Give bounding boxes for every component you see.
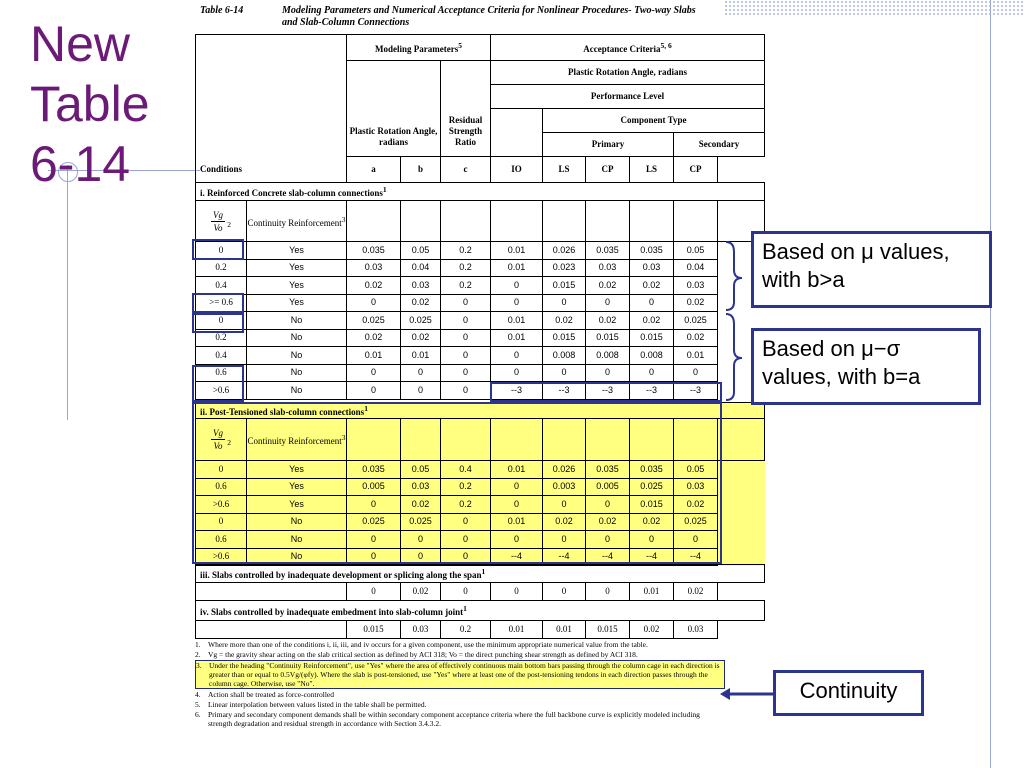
table-cell: 0.015 — [630, 329, 674, 347]
empty-cell — [586, 201, 630, 242]
footnote-marker: 1 — [481, 567, 486, 576]
table-cell: --3 — [491, 382, 543, 400]
callout-mu-sigma: Based on μ−σ values, with b=a — [751, 328, 981, 405]
brace-svg — [724, 240, 754, 410]
performance-level-header: Performance Level — [491, 85, 765, 109]
section-heading-text: i. Reinforced Concrete slab-column connections — [200, 188, 383, 198]
table-cell: 0.005 — [347, 478, 401, 496]
empty-cell — [718, 419, 765, 461]
highlight-box-row5 — [192, 313, 244, 333]
table-cell: 0.035 — [586, 461, 630, 479]
decor-line-right — [990, 0, 991, 768]
section-row — [196, 601, 765, 621]
table-cell: --4 — [586, 548, 630, 566]
table-cell: 0 — [196, 461, 247, 479]
table-cell: 0 — [401, 364, 441, 382]
plastic-rotation-angle-header: Plastic Rotation Angle, radians — [347, 61, 441, 157]
table-cell: 0.02 — [401, 329, 441, 347]
table-cell: 0 — [347, 548, 401, 566]
section-heading — [196, 183, 765, 201]
table-cell: Yes — [247, 461, 347, 479]
table-cell: 0 — [347, 294, 401, 312]
table-note — [195, 640, 725, 649]
table-cell: 0.2 — [441, 242, 491, 260]
primary-header: Primary — [543, 133, 674, 157]
header-blank — [196, 35, 347, 157]
table-cell: 0 — [441, 583, 491, 601]
table-cell: 0.035 — [630, 461, 674, 479]
table-cell: 0 — [441, 531, 491, 549]
table-cell: 0.035 — [630, 242, 674, 260]
table-cell: >= 0.6 — [196, 294, 247, 312]
col-cp-primary: CP — [586, 157, 630, 183]
table-cell: --4 — [674, 548, 718, 566]
table-cell: 0.02 — [674, 329, 718, 347]
table-cell: >0.6 — [196, 496, 247, 514]
table-cell: 0.008 — [586, 347, 630, 365]
table-cell: 0 — [401, 382, 441, 400]
table-cell: 0.03 — [630, 259, 674, 277]
table-cell: 0.01 — [630, 583, 674, 601]
table-cell: 0.008 — [630, 347, 674, 365]
table-cell: 0.02 — [586, 312, 630, 330]
table-cell: 0.04 — [401, 259, 441, 277]
table-cell: 0.03 — [401, 621, 441, 639]
header-table — [195, 34, 765, 183]
table-cell: 0.02 — [630, 277, 674, 295]
note-number: 5. — [195, 700, 201, 709]
conditions-header: Conditions — [196, 157, 347, 183]
table-cell: 0.02 — [543, 312, 586, 330]
table-cell: 0 — [586, 583, 630, 601]
table-cell: 0.6 — [196, 531, 247, 549]
note-number: 6. — [195, 710, 201, 719]
table-cell: 0.015 — [543, 277, 586, 295]
table-cell: 0.2 — [196, 259, 247, 277]
note-text: Where more than one of the conditions i, ii, iii, and iv occurs for a given component, use the minimum appropriate numerical value from the table. — [208, 640, 648, 649]
section-heading-text: iii. Slabs controlled by inadequate development or splicing along the span — [200, 570, 482, 580]
table-cell: 0 — [491, 364, 543, 382]
footnote-marker: 3 — [341, 433, 346, 442]
table-cell: --3 — [674, 382, 718, 400]
brace-upper — [726, 242, 742, 310]
table-cell: 0.02 — [401, 496, 441, 514]
table-cell: 0.01 — [491, 312, 543, 330]
table-cell: 0 — [491, 277, 543, 295]
table-cell: 0.01 — [491, 461, 543, 479]
table-cell: 0 — [347, 583, 401, 601]
table-cell: 0.02 — [674, 294, 718, 312]
table-cell: 0.6 — [196, 364, 247, 382]
table-cell: 0.02 — [401, 294, 441, 312]
table-cell: 0.025 — [674, 312, 718, 330]
table-cell: 0.005 — [586, 478, 630, 496]
table-cell: No — [247, 531, 347, 549]
table-cell: 0.2 — [441, 478, 491, 496]
table-cell: --4 — [543, 548, 586, 566]
table-cell: Yes — [247, 496, 347, 514]
residual-strength-header: Residual Strength Ratio — [441, 61, 491, 157]
table-cell: 0.02 — [586, 513, 630, 531]
col-ls-primary: LS — [543, 157, 586, 183]
table-cell: 0.05 — [401, 242, 441, 260]
table-cell: Yes — [247, 294, 347, 312]
table-cell: 0 — [347, 531, 401, 549]
frac-denominator: Vo — [213, 441, 223, 451]
table-cell: 0.02 — [674, 583, 718, 601]
table-cell: 0.01 — [674, 347, 718, 365]
table-cell: 0.015 — [543, 329, 586, 347]
table-cell: 0 — [401, 548, 441, 566]
table-cell: Yes — [247, 259, 347, 277]
table-cell: 0.05 — [674, 461, 718, 479]
section-heading-text: ii. Post-Tensioned slab-column connections — [200, 407, 365, 417]
table-cell: --3 — [586, 382, 630, 400]
section-heading — [196, 565, 765, 583]
table-cell: 0.02 — [347, 277, 401, 295]
table-cell: 0 — [586, 364, 630, 382]
table-row — [196, 242, 765, 260]
table-cell: 0.01 — [491, 513, 543, 531]
table-row — [196, 347, 765, 365]
table-cell: 0.035 — [586, 242, 630, 260]
brace-lower — [726, 314, 742, 400]
table-cell: 0 — [196, 242, 247, 260]
vg-vo-fraction — [211, 209, 225, 234]
secondary-header: Secondary — [674, 133, 765, 157]
table-cell: 0.4 — [196, 277, 247, 295]
col-io: IO — [491, 157, 543, 183]
table-cell: 0 — [630, 364, 674, 382]
note-text: Under the heading "Continuity Reinforcement", use "Yes" where the area of effectively continuous main bottom bars passing through the column cage in each direction is greater than or equal to 0.5Vg/(φfy). Where the slab is post-tensioned, use "Yes" where at least one of the post-tensioning tendons in each direction passes through the column cage. Otherwise, use "No". — [209, 661, 720, 688]
table-cell: 0 — [441, 548, 491, 566]
table-cell: 0.03 — [401, 277, 441, 295]
table-cell: 0.025 — [347, 312, 401, 330]
table-cell: 0 — [441, 312, 491, 330]
table-cell: 0.6 — [196, 478, 247, 496]
highlight-box-row1 — [192, 239, 244, 260]
table-cell: 0.025 — [401, 513, 441, 531]
table-cell: 0.035 — [347, 461, 401, 479]
table-cell: 0 — [543, 294, 586, 312]
table-cell: 0.01 — [543, 621, 586, 639]
table-cell: 0.025 — [674, 513, 718, 531]
table-cell: 0 — [586, 496, 630, 514]
table-caption: Modeling Parameters and Numerical Acceptance Criteria for Nonlinear Procedures- Two-way Slabs and Slab-Column Connections — [282, 5, 696, 28]
subheader-row — [196, 201, 765, 242]
table-cell: 0 — [674, 364, 718, 382]
table-note — [195, 650, 725, 659]
table-cell: 0 — [491, 531, 543, 549]
table-cell: 0.03 — [674, 277, 718, 295]
slide-title: New Table 6-14 — [30, 16, 150, 192]
header-pattern — [724, 0, 1024, 16]
col-a: a — [347, 157, 401, 183]
table-cell: 0 — [441, 329, 491, 347]
note-number: 4. — [195, 690, 201, 699]
col-cp-secondary: CP — [674, 157, 718, 183]
table-cell: 0.008 — [543, 347, 586, 365]
highlight-box-row4 — [192, 293, 244, 313]
table-cell: 0.2 — [196, 329, 247, 347]
continuity-label: Continuity Reinforcement — [247, 436, 342, 446]
table-cell: 0 — [491, 496, 543, 514]
table-cell: 0.02 — [401, 583, 441, 601]
section-iii-iv-table — [195, 564, 765, 639]
table-note — [195, 700, 725, 709]
section-heading — [196, 601, 765, 621]
callout-mu: Based on μ values, with b>a — [751, 231, 992, 308]
note-number: 3. — [196, 661, 202, 670]
table-cell: 0.2 — [441, 259, 491, 277]
table-cell: 0 — [491, 347, 543, 365]
highlight-box-row8-9 — [192, 365, 244, 402]
table-cell: No — [247, 513, 347, 531]
continuity-arrow — [718, 684, 776, 704]
section-row — [196, 183, 765, 201]
table-cell: 0.015 — [630, 496, 674, 514]
note-text: Linear interpolation between values listed in the table shall be permitted. — [208, 700, 427, 709]
footnote-marker: 1 — [463, 604, 467, 613]
footnote-marker: 3 — [341, 214, 346, 224]
highlight-box-dashes — [490, 382, 722, 402]
table-row — [196, 312, 765, 330]
table-cell: 0 — [630, 531, 674, 549]
table-number: Table 6-14 — [200, 5, 244, 16]
table-row — [196, 294, 765, 312]
table-cell: >0.6 — [196, 548, 247, 566]
table-cell: 0 — [441, 513, 491, 531]
table-cell: 0.015 — [347, 621, 401, 639]
col-ls-secondary: LS — [630, 157, 674, 183]
table-note — [195, 690, 725, 699]
table-row — [196, 364, 765, 382]
table-cell: >0.6 — [196, 382, 247, 400]
table-row — [196, 583, 765, 601]
footnote-marker: 1 — [382, 185, 387, 194]
table-cell: No — [247, 312, 347, 330]
table-cell: 0.035 — [347, 242, 401, 260]
frac-numerator: Vg — [213, 209, 223, 220]
component-type-header: Component Type — [543, 109, 765, 133]
table-cell: 0 — [347, 382, 401, 400]
table-cell: 0.04 — [674, 259, 718, 277]
table-cell: 0.02 — [630, 312, 674, 330]
modeling-parameters-header: Modeling Parameters$^5$ — [347, 35, 491, 61]
table-cell: 0.003 — [543, 478, 586, 496]
table-cell: 0.01 — [491, 329, 543, 347]
table-cell: 0.02 — [586, 277, 630, 295]
note-text: Vg = the gravity shear acting on the slab critical section as defined by ACI 318; Vo = the direct punching shear strength as defined by ACI 318. — [208, 650, 638, 659]
table-cell: 0 — [491, 583, 543, 601]
table-cell: 0.026 — [543, 461, 586, 479]
table-cell: 0.026 — [543, 242, 586, 260]
footnote-marker: 2 — [227, 219, 231, 229]
empty-cell — [441, 201, 491, 242]
table-cell: 0 — [491, 478, 543, 496]
table-cell: 0 — [543, 531, 586, 549]
table-cell: 0 — [441, 347, 491, 365]
note-text: Action shall be treated as force-controlled — [208, 690, 334, 699]
continuity-label: Continuity Reinforcement — [247, 217, 342, 228]
table-cell: 0 — [196, 513, 247, 531]
continuity-reinforcement-header — [247, 201, 347, 242]
table-cell: 0 — [441, 364, 491, 382]
table-cell: No — [247, 548, 347, 566]
table-cell: 0.03 — [674, 478, 718, 496]
table-note — [195, 710, 725, 728]
table-cell: 0.2 — [441, 496, 491, 514]
table-cell: 0.4 — [196, 347, 247, 365]
col-c: c — [441, 157, 491, 183]
callout-continuity: Continuity — [773, 670, 924, 716]
table-cell: No — [247, 382, 347, 400]
table-cell: 0.05 — [401, 461, 441, 479]
table-cell: 0.02 — [630, 513, 674, 531]
table-cell: 0.03 — [347, 259, 401, 277]
table-cell: 0.025 — [347, 513, 401, 531]
frac-numerator: Vg — [213, 428, 223, 438]
table-cell: 0.4 — [441, 461, 491, 479]
note-text: Primary and secondary component demands shall be within secondary component acceptance criteria where the full backbone curve is explicitly modeled including strength degradation and residual strength in accordance with Section 3.4.3.2. — [208, 710, 700, 728]
table-cell: 0.01 — [491, 259, 543, 277]
table-cell: 0 — [401, 531, 441, 549]
table-row — [196, 329, 765, 347]
table-cell: 0.01 — [347, 347, 401, 365]
section-i-table — [195, 182, 765, 400]
empty-cell — [196, 621, 347, 639]
table-cell: 0 — [347, 364, 401, 382]
table-cell: 0 — [543, 496, 586, 514]
table-cell: 0 — [543, 364, 586, 382]
table-cell: 0 — [441, 382, 491, 400]
table-cell: 0 — [196, 312, 247, 330]
frac-denominator: Vo — [213, 222, 223, 233]
table-cell: 0.01 — [491, 621, 543, 639]
table-cell: 0.015 — [586, 329, 630, 347]
table-cell: --4 — [491, 548, 543, 566]
note-number: 2. — [195, 650, 201, 659]
footnote-marker: 1 — [364, 404, 368, 413]
empty-cell — [674, 201, 718, 242]
table-cell: 0 — [586, 294, 630, 312]
table-cell: --4 — [630, 548, 674, 566]
decor-line-left — [67, 165, 68, 420]
table-cell: Yes — [247, 277, 347, 295]
table-cell: --3 — [630, 382, 674, 400]
empty-cell — [543, 201, 586, 242]
highlight-box-post-tensioned — [192, 402, 722, 564]
io-blank — [491, 109, 543, 157]
table-cell: 0 — [586, 531, 630, 549]
section-heading-text: iv. Slabs controlled by inadequate embedment into slab-column joint — [200, 607, 464, 617]
empty-cell — [196, 583, 347, 601]
table-cell: 0.03 — [674, 621, 718, 639]
table-cell: 0.02 — [630, 621, 674, 639]
table-cell: 0 — [491, 294, 543, 312]
table-cell: 0.03 — [586, 259, 630, 277]
table-cell: 0 — [543, 583, 586, 601]
vg-vo-ratio-header — [196, 201, 247, 242]
table-cell: 0.02 — [347, 329, 401, 347]
table-cell: 0.03 — [401, 478, 441, 496]
table-cell: 0.02 — [674, 496, 718, 514]
table-cell: 0.01 — [491, 242, 543, 260]
table-cell: No — [247, 329, 347, 347]
table-notes — [195, 640, 725, 729]
table-row — [196, 621, 765, 639]
acceptance-criteria-header: Acceptance Criteria$^{5, 6}$ — [491, 35, 765, 61]
note-number: 1. — [195, 640, 201, 649]
empty-cell — [630, 201, 674, 242]
table-cell: 0.015 — [586, 621, 630, 639]
table-cell: 0.025 — [401, 312, 441, 330]
note-continuity-highlighted — [195, 660, 725, 689]
footnote-marker: 2 — [227, 438, 231, 447]
table-cell: No — [247, 364, 347, 382]
table-cell: Yes — [247, 242, 347, 260]
table-cell: 0.023 — [543, 259, 586, 277]
table-cell: --3 — [543, 382, 586, 400]
empty-cell — [347, 201, 401, 242]
table-cell: No — [247, 347, 347, 365]
plastic-rotation-radians-header: Plastic Rotation Angle, radians — [491, 61, 765, 85]
table-cell: 0.01 — [401, 347, 441, 365]
empty-cell — [401, 201, 441, 242]
table-cell: 0.05 — [674, 242, 718, 260]
table-cell: 0 — [630, 294, 674, 312]
table-cell: Yes — [247, 478, 347, 496]
table-cell: 0.025 — [630, 478, 674, 496]
empty-cell — [491, 201, 543, 242]
col-b: b — [401, 157, 441, 183]
table-cell: 0.2 — [441, 621, 491, 639]
table-row — [196, 259, 765, 277]
table-cell: 0 — [441, 294, 491, 312]
table-cell: 0.2 — [441, 277, 491, 295]
table-cell: 0 — [347, 496, 401, 514]
table-cell: 0.02 — [543, 513, 586, 531]
table-row — [196, 277, 765, 295]
table-cell: 0 — [674, 531, 718, 549]
section-row — [196, 565, 765, 583]
